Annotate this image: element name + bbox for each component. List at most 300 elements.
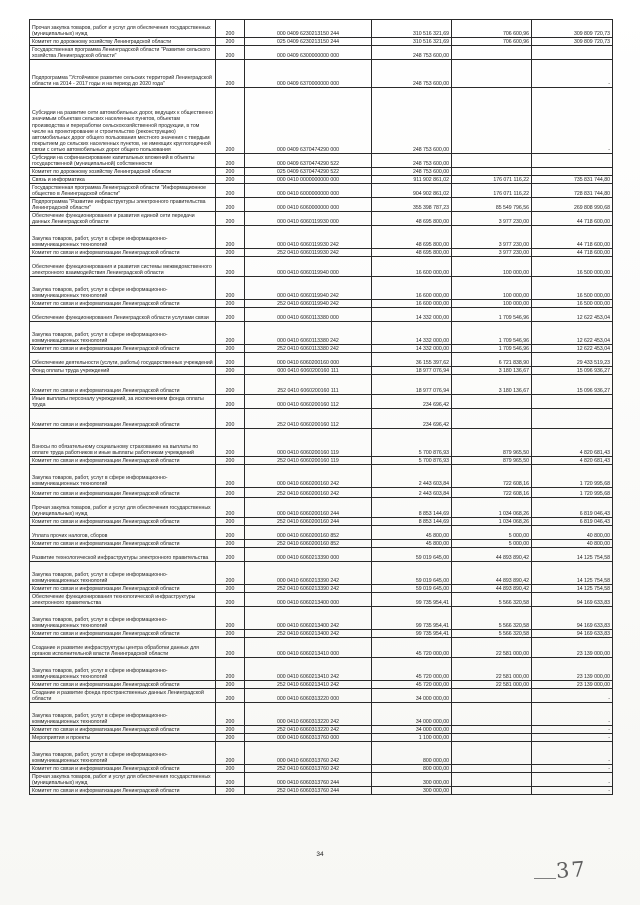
- row-approved-amount: 59 019 645,00: [372, 585, 452, 593]
- row-classification-code: 000 0410 6060000000 000: [245, 198, 372, 212]
- table-row: [30, 429, 613, 457]
- row-approved-amount: 800 000,00: [372, 765, 452, 773]
- row-executed-amount: 176 071 116,22: [452, 176, 532, 184]
- row-line-code: 200: [216, 638, 245, 658]
- row-line-code: 200: [216, 742, 245, 765]
- row-line-code: 200: [216, 395, 245, 409]
- row-unexecuted-amount: 16 500 000,00: [532, 277, 613, 300]
- table-row: [30, 367, 613, 375]
- row-executed-amount: 706 600,96: [452, 38, 532, 46]
- row-unexecuted-amount: -: [532, 88, 613, 154]
- row-executed-amount: [452, 46, 532, 60]
- row-name: Комитет по связи и информатизации Ленинградской области: [30, 375, 216, 395]
- row-name: Связь и информатика: [30, 176, 216, 184]
- row-line-code: 200: [216, 773, 245, 787]
- row-executed-amount: [452, 734, 532, 742]
- row-classification-code: 252 0410 6060113380 242: [245, 345, 372, 353]
- row-unexecuted-amount: 4 820 681,43: [532, 429, 613, 457]
- row-line-code: 200: [216, 154, 245, 168]
- row-executed-amount: 5 000,00: [452, 526, 532, 540]
- row-line-code: 200: [216, 367, 245, 375]
- row-approved-amount: 48 695 800,00: [372, 226, 452, 249]
- row-line-code: 200: [216, 308, 245, 322]
- row-classification-code: 000 0410 6060313220 242: [245, 703, 372, 726]
- table-row: [30, 548, 613, 562]
- row-executed-amount: 44 893 890,42: [452, 562, 532, 585]
- row-approved-amount: 99 735 954,41: [372, 630, 452, 638]
- table-row: [30, 465, 613, 488]
- row-line-code: 200: [216, 765, 245, 773]
- row-name: Комитет по связи и информатизации Ленинградской области: [30, 249, 216, 257]
- row-name: Обеспечение функционирования и развития системы межведомственного электронного взаимодействия Ленинградской области: [30, 257, 216, 277]
- row-name: Субсидии на развитие сети автомобильных дорог, ведущих к общественно значимым объектам сельских населенных пунктов, объектам производства и переработки сельскохозяйственной продукции, в том числе на проектирование и строительство (реконструкцию) автомобильных дорог общего пользования местного значения с твердым покрытием до сельских населенных пунктов, не имеющих круглогодичной связи с сетью автомобильных дорог общего пользования: [30, 88, 216, 154]
- row-classification-code: 252 0410 6060313760 242: [245, 765, 372, 773]
- row-name: Развитие технологической инфраструктуры электронного правительства: [30, 548, 216, 562]
- row-unexecuted-amount: [532, 46, 613, 60]
- row-executed-amount: 85 549 796,56: [452, 198, 532, 212]
- row-name: Комитет по связи и информатизации Ленинградской области: [30, 787, 216, 795]
- row-approved-amount: 248 753 600,00: [372, 168, 452, 176]
- row-executed-amount: 22 581 000,00: [452, 658, 532, 681]
- row-classification-code: 252 0410 6060313220 242: [245, 726, 372, 734]
- row-line-code: 200: [216, 20, 245, 38]
- table-row: [30, 562, 613, 585]
- row-line-code: 200: [216, 681, 245, 689]
- table-row: [30, 38, 613, 46]
- row-line-code: 200: [216, 198, 245, 212]
- row-line-code: 200: [216, 212, 245, 226]
- row-executed-amount: 1 709 546,96: [452, 308, 532, 322]
- row-executed-amount: 5 566 320,58: [452, 607, 532, 630]
- row-executed-amount: [452, 60, 532, 88]
- row-classification-code: 000 0410 6060200160 119: [245, 429, 372, 457]
- row-name: Комитет по связи и информатизации Ленинградской области: [30, 488, 216, 498]
- row-executed-amount: 722 608,16: [452, 488, 532, 498]
- row-approved-amount: 48 695 800,00: [372, 249, 452, 257]
- table-row: [30, 308, 613, 322]
- row-classification-code: 000 0410 6060113380 242: [245, 322, 372, 345]
- row-executed-amount: [452, 689, 532, 703]
- row-line-code: 200: [216, 734, 245, 742]
- row-approved-amount: 1 100 000,00: [372, 734, 452, 742]
- row-name: Комитет по связи и информатизации Ленинградской области: [30, 681, 216, 689]
- row-unexecuted-amount: 14 125 754,58: [532, 562, 613, 585]
- row-executed-amount: [452, 773, 532, 787]
- row-classification-code: 000 0410 6060119930 242: [245, 226, 372, 249]
- row-line-code: 200: [216, 168, 245, 176]
- row-approved-amount: 800 000,00: [372, 742, 452, 765]
- stamp-underline: [534, 878, 556, 879]
- row-unexecuted-amount: -: [532, 60, 613, 88]
- row-approved-amount: 310 516 321,69: [372, 20, 452, 38]
- row-executed-amount: 3 977 230,00: [452, 212, 532, 226]
- row-approved-amount: 300 000,00: [372, 787, 452, 795]
- table-row: [30, 322, 613, 345]
- row-unexecuted-amount: -: [532, 689, 613, 703]
- row-unexecuted-amount: 1 720 995,68: [532, 488, 613, 498]
- row-unexecuted-amount: 735 831 744,80: [532, 176, 613, 184]
- row-line-code: 200: [216, 787, 245, 795]
- row-approved-amount: 234 696,42: [372, 395, 452, 409]
- row-name: Закупка товаров, работ, услуг в сфере информационно-коммуникационных технологий: [30, 277, 216, 300]
- row-line-code: 200: [216, 585, 245, 593]
- row-unexecuted-amount: 23 139 000,00: [532, 638, 613, 658]
- table-row: [30, 607, 613, 630]
- row-name: Закупка товаров, работ, услуг в сфере информационно-коммуникационных технологий: [30, 322, 216, 345]
- row-approved-amount: 248 753 600,00: [372, 88, 452, 154]
- table-row: [30, 46, 613, 60]
- table-row: [30, 249, 613, 257]
- row-unexecuted-amount: [532, 395, 613, 409]
- row-executed-amount: 44 893 890,42: [452, 548, 532, 562]
- row-name: Прочая закупка товаров, работ и услуг для обеспечения государственных (муниципальных) нужд: [30, 773, 216, 787]
- row-executed-amount: 5 000,00: [452, 540, 532, 548]
- row-unexecuted-amount: 44 718 600,00: [532, 212, 613, 226]
- row-approved-amount: 8 853 144,69: [372, 498, 452, 518]
- row-unexecuted-amount: -: [532, 734, 613, 742]
- row-executed-amount: [452, 409, 532, 429]
- row-line-code: 200: [216, 658, 245, 681]
- row-executed-amount: 22 581 000,00: [452, 638, 532, 658]
- row-executed-amount: 100 000,00: [452, 300, 532, 308]
- table-row: [30, 60, 613, 88]
- row-name: Комитет по связи и информатизации Ленинградской области: [30, 409, 216, 429]
- table-row: [30, 681, 613, 689]
- row-unexecuted-amount: [532, 154, 613, 168]
- row-unexecuted-amount: 309 809 720,73: [532, 38, 613, 46]
- row-line-code: 200: [216, 562, 245, 585]
- row-classification-code: 000 0410 6060113380 000: [245, 308, 372, 322]
- row-unexecuted-amount: 29 433 519,23: [532, 353, 613, 367]
- row-executed-amount: 879 965,50: [452, 429, 532, 457]
- row-classification-code: 000 0410 6060200160 112: [245, 395, 372, 409]
- row-classification-code: 000 0410 6060213390 242: [245, 562, 372, 585]
- row-line-code: 200: [216, 257, 245, 277]
- table-row: [30, 765, 613, 773]
- row-unexecuted-amount: 14 125 754,58: [532, 585, 613, 593]
- row-line-code: 200: [216, 88, 245, 154]
- row-line-code: 200: [216, 226, 245, 249]
- row-unexecuted-amount: 23 139 000,00: [532, 681, 613, 689]
- row-approved-amount: 904 902 861,02: [372, 184, 452, 198]
- row-unexecuted-amount: 12 622 453,04: [532, 308, 613, 322]
- row-line-code: 200: [216, 60, 245, 88]
- row-unexecuted-amount: 15 096 936,27: [532, 375, 613, 395]
- row-executed-amount: 1 034 068,26: [452, 498, 532, 518]
- table-row: [30, 176, 613, 184]
- row-unexecuted-amount: 6 819 046,43: [532, 518, 613, 526]
- row-executed-amount: 1 709 546,96: [452, 345, 532, 353]
- row-executed-amount: 3 977 230,00: [452, 226, 532, 249]
- row-line-code: 200: [216, 353, 245, 367]
- row-classification-code: 252 0410 6060213390 242: [245, 585, 372, 593]
- row-line-code: 200: [216, 429, 245, 457]
- row-line-code: 200: [216, 176, 245, 184]
- row-approved-amount: 2 443 603,84: [372, 488, 452, 498]
- row-unexecuted-amount: 309 809 720,73: [532, 20, 613, 38]
- row-unexecuted-amount: 14 125 754,58: [532, 548, 613, 562]
- row-name: Закупка товаров, работ, услуг в сфере информационно-коммуникационных технологий: [30, 226, 216, 249]
- row-classification-code: 252 0410 6060213410 242: [245, 681, 372, 689]
- row-approved-amount: 34 000 000,00: [372, 689, 452, 703]
- row-classification-code: 252 0410 6060200160 111: [245, 375, 372, 395]
- row-line-code: 200: [216, 184, 245, 198]
- page-number: 34: [316, 851, 324, 858]
- row-classification-code: 000 0410 0000000000 000: [245, 176, 372, 184]
- row-classification-code: 252 0410 6060119940 242: [245, 300, 372, 308]
- row-unexecuted-amount: 15 096 936,27: [532, 367, 613, 375]
- row-approved-amount: 45 800,00: [372, 526, 452, 540]
- row-executed-amount: 879 965,50: [452, 457, 532, 465]
- table-row: [30, 226, 613, 249]
- row-line-code: 200: [216, 345, 245, 353]
- row-classification-code: 252 0410 6060313760 244: [245, 787, 372, 795]
- row-executed-amount: [452, 787, 532, 795]
- row-classification-code: 252 0410 6060119930 242: [245, 249, 372, 257]
- row-name: Обеспечение функционирования Ленинградской области услугами связи: [30, 308, 216, 322]
- row-name: Уплата прочих налогов, сборов: [30, 526, 216, 540]
- row-name: Обеспечение деятельности (услуги, работы) государственных учреждений: [30, 353, 216, 367]
- row-classification-code: 000 0410 6060213400 242: [245, 607, 372, 630]
- row-unexecuted-amount: 1 720 995,68: [532, 465, 613, 488]
- table-row: [30, 498, 613, 518]
- table-row: [30, 638, 613, 658]
- row-approved-amount: 14 332 000,00: [372, 322, 452, 345]
- row-executed-amount: [452, 726, 532, 734]
- row-approved-amount: 45 720 000,00: [372, 681, 452, 689]
- row-executed-amount: 3 180 136,67: [452, 367, 532, 375]
- row-approved-amount: 2 443 603,84: [372, 465, 452, 488]
- row-name: Комитет по связи и информатизации Ленинградской области: [30, 457, 216, 465]
- row-classification-code: 000 0410 6060313760 244: [245, 773, 372, 787]
- row-approved-amount: 248 753 600,00: [372, 154, 452, 168]
- row-executed-amount: [452, 168, 532, 176]
- row-approved-amount: 16 600 000,00: [372, 300, 452, 308]
- row-name: Подпрограмма "Развитие инфраструктуры электронного правительства Ленинградской области": [30, 198, 216, 212]
- table-row: [30, 395, 613, 409]
- table-row: [30, 277, 613, 300]
- row-line-code: 200: [216, 322, 245, 345]
- row-classification-code: 252 0410 6060213400 242: [245, 630, 372, 638]
- row-classification-code: 000 0410 6060313760 000: [245, 734, 372, 742]
- table-row: [30, 257, 613, 277]
- row-executed-amount: 6 721 838,90: [452, 353, 532, 367]
- row-name: Государственная программа Ленинградской области "Информационное общество в Ленинградской области": [30, 184, 216, 198]
- row-line-code: 200: [216, 498, 245, 518]
- row-approved-amount: 248 753 600,00: [372, 60, 452, 88]
- row-executed-amount: 100 000,00: [452, 277, 532, 300]
- table-row: [30, 540, 613, 548]
- table-row: [30, 20, 613, 38]
- row-approved-amount: 248 753 600,00: [372, 46, 452, 60]
- row-unexecuted-amount: 44 718 600,00: [532, 226, 613, 249]
- row-executed-amount: 100 000,00: [452, 257, 532, 277]
- row-unexecuted-amount: 16 500 000,00: [532, 257, 613, 277]
- row-name: Закупка товаров, работ, услуг в сфере информационно-коммуникационных технологий: [30, 465, 216, 488]
- row-name: Закупка товаров, работ, услуг в сфере информационно-коммуникационных технологий: [30, 607, 216, 630]
- row-name: Прочая закупка товаров, работ и услуг для обеспечения государственных (муниципальных) нужд: [30, 20, 216, 38]
- row-name: Комитет по дорожному хозяйству Ленинградской области: [30, 168, 216, 176]
- row-line-code: 200: [216, 726, 245, 734]
- row-classification-code: 252 0410 6060200160 112: [245, 409, 372, 429]
- row-unexecuted-amount: 269 808 990,68: [532, 198, 613, 212]
- row-classification-code: 252 0410 6060200160 119: [245, 457, 372, 465]
- table-row: [30, 703, 613, 726]
- row-approved-amount: 48 695 800,00: [372, 212, 452, 226]
- table-row: [30, 353, 613, 367]
- row-name: Комитет по связи и информатизации Ленинградской области: [30, 300, 216, 308]
- table-row: [30, 345, 613, 353]
- table-row: [30, 630, 613, 638]
- row-classification-code: 000 0410 6060313220 000: [245, 689, 372, 703]
- row-classification-code: 000 0410 6060213400 000: [245, 593, 372, 607]
- row-executed-amount: 3 977 230,00: [452, 249, 532, 257]
- row-name: Обеспечение функционирования технологической инфраструктуры электронного правительства: [30, 593, 216, 607]
- row-line-code: 200: [216, 465, 245, 488]
- row-line-code: 200: [216, 518, 245, 526]
- row-approved-amount: 5 700 876,93: [372, 457, 452, 465]
- row-executed-amount: 44 893 890,42: [452, 585, 532, 593]
- row-unexecuted-amount: 94 169 633,83: [532, 630, 613, 638]
- row-executed-amount: 5 566 320,58: [452, 593, 532, 607]
- row-approved-amount: 14 332 000,00: [372, 308, 452, 322]
- row-unexecuted-amount: -: [532, 726, 613, 734]
- row-name: Комитет по связи и информатизации Ленинградской области: [30, 630, 216, 638]
- row-classification-code: 000 0410 6060200160 242: [245, 465, 372, 488]
- row-approved-amount: 234 696,42: [372, 409, 452, 429]
- row-executed-amount: 5 566 320,58: [452, 630, 532, 638]
- row-name: Создание и развитие инфраструктуры центра обработки данных для органов исполнительной власти Ленинградской области: [30, 638, 216, 658]
- row-name: Комитет по дорожному хозяйству Ленинградской области: [30, 38, 216, 46]
- row-approved-amount: 59 019 645,00: [372, 548, 452, 562]
- row-classification-code: 000 0410 6060200160 000: [245, 353, 372, 367]
- row-classification-code: 000 0409 6230213150 244: [245, 20, 372, 38]
- table-row: [30, 726, 613, 734]
- row-classification-code: 000 0410 6060213410 242: [245, 658, 372, 681]
- row-approved-amount: 34 000 000,00: [372, 726, 452, 734]
- row-classification-code: 252 0410 6060200160 852: [245, 540, 372, 548]
- table-row: [30, 518, 613, 526]
- table-row: [30, 88, 613, 154]
- row-approved-amount: 45 720 000,00: [372, 638, 452, 658]
- row-name: Комитет по связи и информатизации Ленинградской области: [30, 765, 216, 773]
- row-line-code: 200: [216, 526, 245, 540]
- table-row: [30, 787, 613, 795]
- row-classification-code: 000 0410 6000000000 000: [245, 184, 372, 198]
- row-name: Комитет по связи и информатизации Ленинградской области: [30, 585, 216, 593]
- row-unexecuted-amount: 16 500 000,00: [532, 300, 613, 308]
- row-unexecuted-amount: 6 819 046,43: [532, 498, 613, 518]
- row-name: Комитет по связи и информатизации Ленинградской области: [30, 540, 216, 548]
- row-approved-amount: 14 332 000,00: [372, 345, 452, 353]
- row-approved-amount: 16 600 000,00: [372, 277, 452, 300]
- row-executed-amount: 1 709 546,96: [452, 322, 532, 345]
- row-unexecuted-amount: -: [532, 765, 613, 773]
- table-body: [30, 20, 613, 795]
- handwritten-page-stamp: 37: [555, 856, 588, 884]
- row-unexecuted-amount: 23 139 000,00: [532, 658, 613, 681]
- row-line-code: 200: [216, 409, 245, 429]
- row-name: Фонд оплаты труда учреждений: [30, 367, 216, 375]
- table-row: [30, 773, 613, 787]
- row-classification-code: 000 0409 6370474290 522: [245, 154, 372, 168]
- row-line-code: 200: [216, 249, 245, 257]
- row-executed-amount: [452, 742, 532, 765]
- table-row: [30, 198, 613, 212]
- row-executed-amount: 3 180 136,67: [452, 375, 532, 395]
- table-row: [30, 593, 613, 607]
- row-classification-code: 000 0409 6370474290 000: [245, 88, 372, 154]
- row-line-code: 200: [216, 630, 245, 638]
- row-line-code: 200: [216, 488, 245, 498]
- row-name: Взносы по обязательному социальному страхованию на выплаты по оплате труда работников и иные выплаты работникам учреждений: [30, 429, 216, 457]
- row-name: Закупка товаров, работ, услуг в сфере информационно-коммуникационных технологий: [30, 703, 216, 726]
- row-name: Обеспечение функционирования и развития единой сети передачи данных Ленинградской области: [30, 212, 216, 226]
- row-unexecuted-amount: 94 169 633,83: [532, 593, 613, 607]
- row-unexecuted-amount: -: [532, 787, 613, 795]
- row-approved-amount: 99 735 954,41: [372, 593, 452, 607]
- row-classification-code: 000 0410 6060119940 242: [245, 277, 372, 300]
- row-unexecuted-amount: -: [532, 703, 613, 726]
- row-name: Создание и развитие фонда пространственных данных Ленинградской области: [30, 689, 216, 703]
- table-row: [30, 154, 613, 168]
- row-executed-amount: [452, 395, 532, 409]
- row-approved-amount: 5 700 876,93: [372, 429, 452, 457]
- row-name: Комитет по связи и информатизации Ленинградской области: [30, 345, 216, 353]
- row-unexecuted-amount: 4 820 681,43: [532, 457, 613, 465]
- row-approved-amount: 310 516 321,69: [372, 38, 452, 46]
- row-classification-code: 000 0410 6060119930 000: [245, 212, 372, 226]
- row-name: Закупка товаров, работ, услуг в сфере информационно-коммуникационных технологий: [30, 742, 216, 765]
- row-line-code: 200: [216, 375, 245, 395]
- row-classification-code: 252 0410 6060200160 244: [245, 518, 372, 526]
- row-unexecuted-amount: 44 718 600,00: [532, 249, 613, 257]
- row-executed-amount: [452, 703, 532, 726]
- row-approved-amount: 300 000,00: [372, 773, 452, 787]
- row-classification-code: 252 0410 6060200160 242: [245, 488, 372, 498]
- row-executed-amount: [452, 765, 532, 773]
- row-classification-code: 000 0410 6060200160 852: [245, 526, 372, 540]
- row-classification-code: 000 0410 6060213410 000: [245, 638, 372, 658]
- row-classification-code: 000 0410 6060200160 244: [245, 498, 372, 518]
- row-executed-amount: 176 071 116,22: [452, 184, 532, 198]
- row-unexecuted-amount: 12 622 453,04: [532, 345, 613, 353]
- row-approved-amount: 34 000 000,00: [372, 703, 452, 726]
- row-name: Закупка товаров, работ, услуг в сфере информационно-коммуникационных технологий: [30, 658, 216, 681]
- row-approved-amount: 18 977 076,94: [372, 367, 452, 375]
- row-executed-amount: 22 581 000,00: [452, 681, 532, 689]
- row-unexecuted-amount: 728 831 744,80: [532, 184, 613, 198]
- row-line-code: 200: [216, 593, 245, 607]
- row-line-code: 200: [216, 457, 245, 465]
- row-line-code: 200: [216, 300, 245, 308]
- table-row: [30, 184, 613, 198]
- row-unexecuted-amount: 40 800,00: [532, 526, 613, 540]
- row-approved-amount: 16 600 000,00: [372, 257, 452, 277]
- row-approved-amount: 59 019 645,00: [372, 562, 452, 585]
- table-row: [30, 409, 613, 429]
- row-unexecuted-amount: 12 622 453,04: [532, 322, 613, 345]
- row-unexecuted-amount: 94 169 633,83: [532, 607, 613, 630]
- row-line-code: 200: [216, 277, 245, 300]
- row-name: Прочая закупка товаров, работ и услуг для обеспечения государственных (муниципальных) нужд: [30, 498, 216, 518]
- row-unexecuted-amount: 40 800,00: [532, 540, 613, 548]
- row-approved-amount: 45 800,00: [372, 540, 452, 548]
- row-line-code: 200: [216, 607, 245, 630]
- row-line-code: 200: [216, 548, 245, 562]
- table-row: [30, 526, 613, 540]
- row-line-code: 200: [216, 703, 245, 726]
